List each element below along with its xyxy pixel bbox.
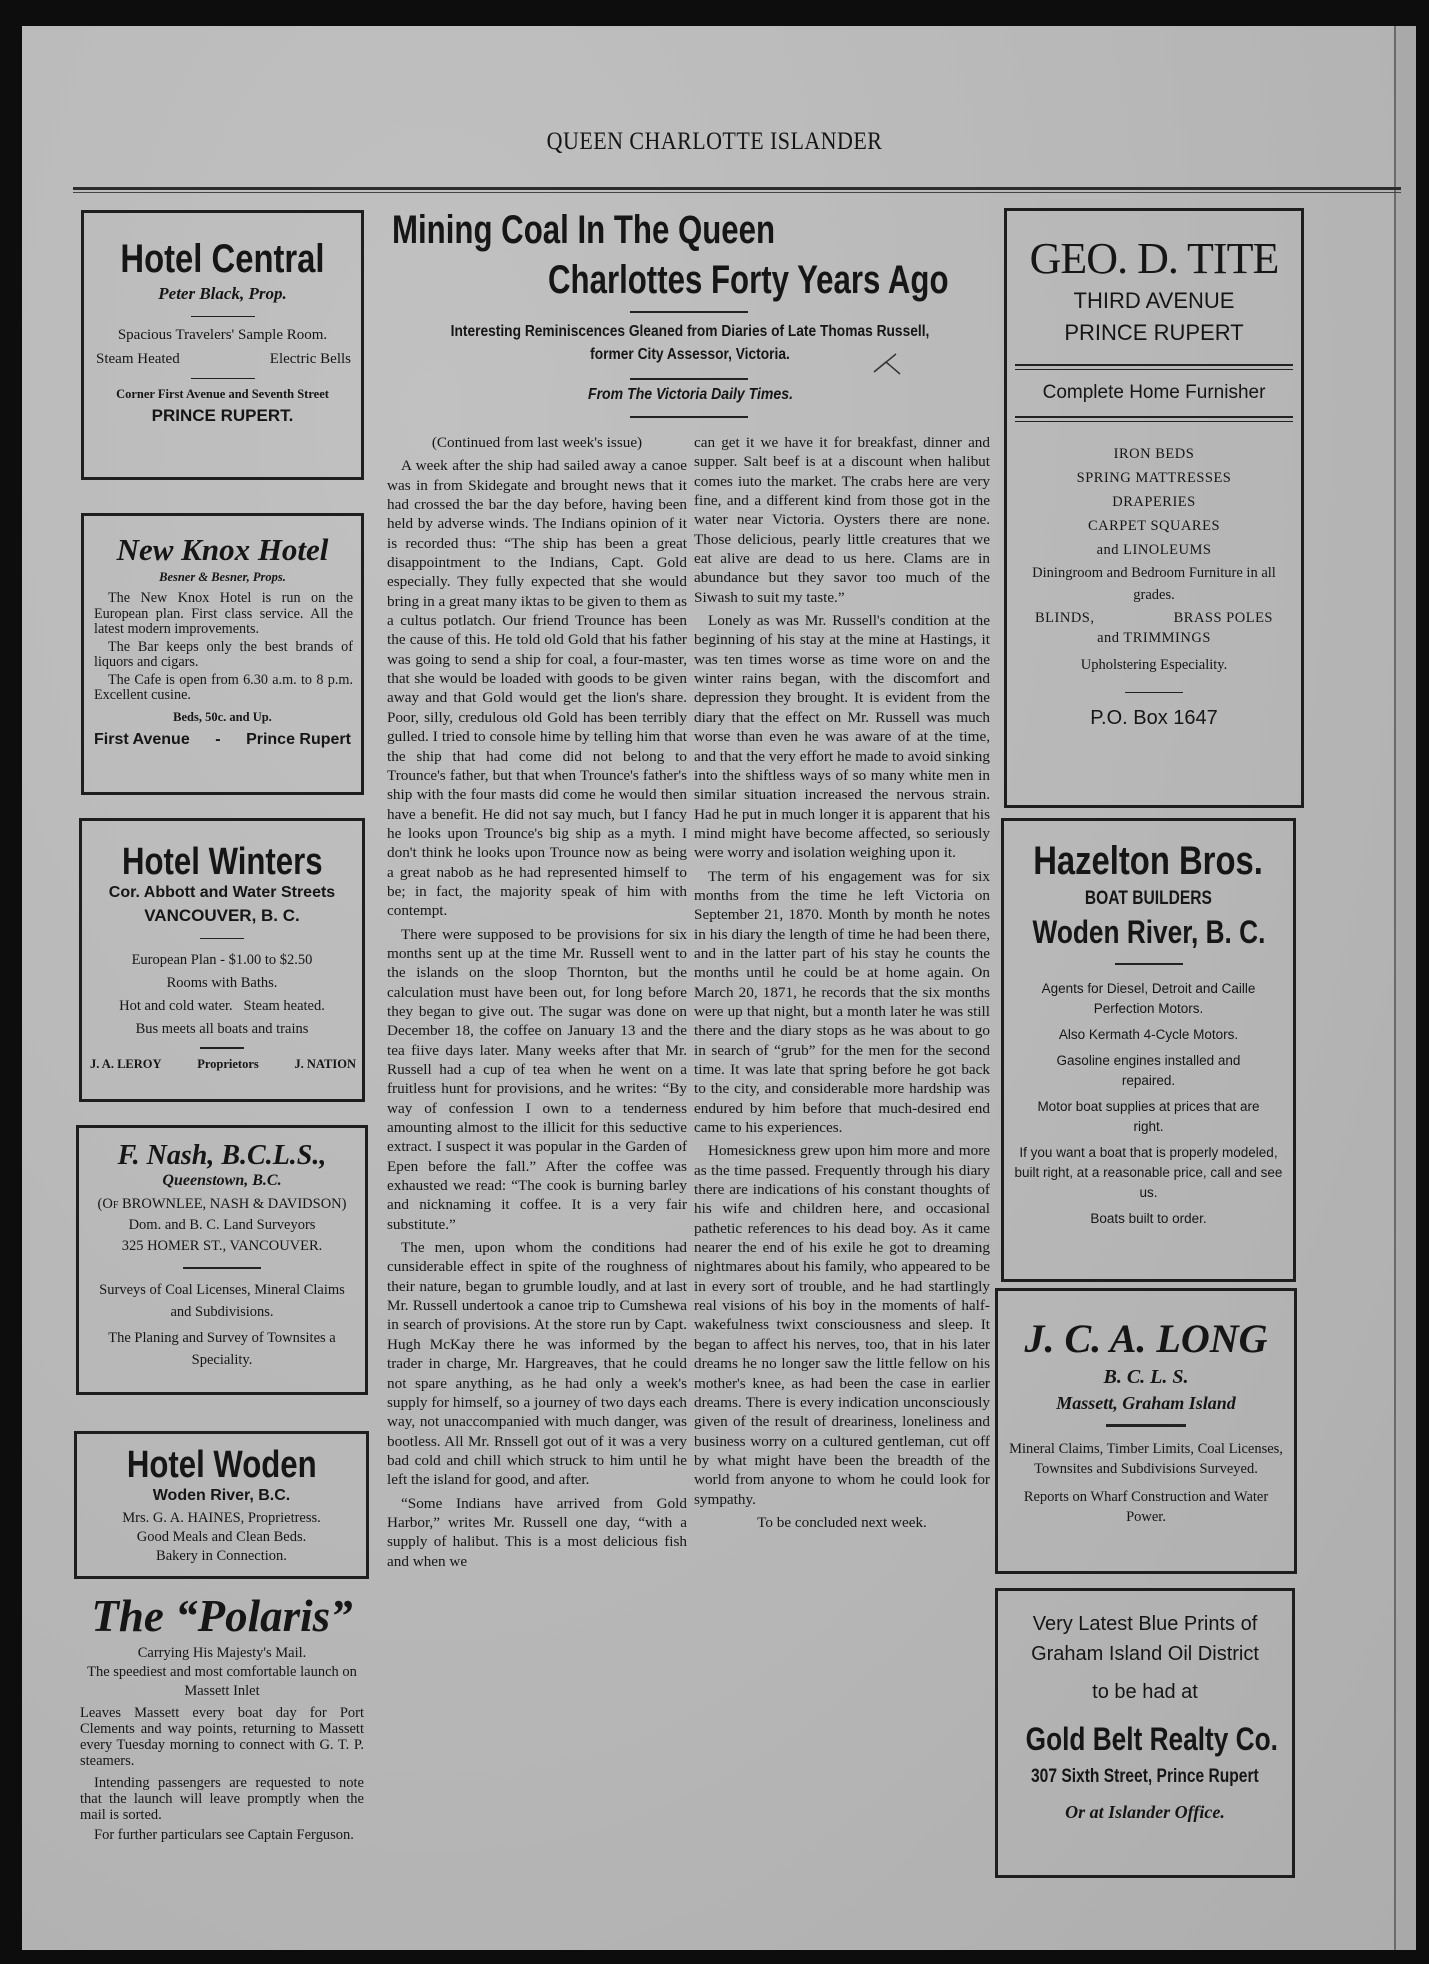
handwritten-x-mark <box>870 350 910 380</box>
ad-f-nash <box>76 1125 368 1395</box>
ad-line: Bus meets all boats and trains <box>135 1021 309 1037</box>
ad-address-sep: - <box>215 730 221 748</box>
ad-credentials: B. C. L. S. <box>1103 1366 1189 1388</box>
ad-proprietor: J. A. LEROY <box>90 1057 162 1071</box>
ad-feature: Steam Heated <box>96 351 180 367</box>
ad-title: New Knox Hotel <box>116 532 329 567</box>
divider <box>191 316 255 317</box>
ad-line: Diningroom and Bedroom Furniture in all grades. <box>1032 565 1276 603</box>
article-paragraph: There were supposed to be provisions for six months sent up at the time Mr. Russell went to the islands on the sloop Thornton, but the calculation must have been out, for long before they began to give out. The sugar was done on December 18, the coffee on January 13 and the tea fiive days later. Many weeks after that Mr. Russell had a cup of tea when he went on a fruitless hunt for provisions, and he writes: “By way of confession I own to a tenderness amounting almost to the illicit for this seductive extract. I suspect it was popular in the Garden of Epen before the fall.” After the coffee was exhausted we read: “The cook is burning barley and nicknaming it coffee. It is a very fair substitute.” <box>387 925 687 1233</box>
ad-location: Woden River, B.C. <box>152 1487 291 1504</box>
ad-city: PRINCE RUPERT <box>1064 320 1244 345</box>
ad-address: 325 HOMER ST., VANCOUVER. <box>121 1238 323 1254</box>
ad-item: CARPET SQUARES <box>1087 518 1221 534</box>
article-paragraph: Lonely as was Mr. Russell's condition at the beginning of his stay at the mine at Hastings, it was ten times worse as time wore on and the winter rains began, with the discomfort and depression they brought. It is evident from the diary that the effect on Mr. Russell was much worse than even he was aware of at the time, and that the very effort he made to avoid sinking into the shiftless ways of so many white men in similar situation increased the nervous strain. Had he put in much longer it is apparent that his mind might have become affected, so seriously were worry and isolation weighing upon it. <box>694 612 990 862</box>
article-headline-line1: Mining Coal In The Queen <box>392 208 776 252</box>
ad-line: Carrying His Majesty's Mail. <box>137 1645 307 1661</box>
article-paragraph: The term of his engagement was for six months from the time he left Victoria on September 21, 1870. Month by month he notes in his diary the length of time he had been there, and in the latter part of his stay he counts the months until he could be at home again. On March 20, 1871, he records that the six months were up that night, but a month later he was still there and the diary stops as he was about to go in search of “grub” for the men for the second time. It was late that spring before he got back to the city, and considerable more hardship was endured by him before that much-desired end came to his experiences. <box>694 867 990 1137</box>
ad-location: Queenstown, B.C. <box>162 1172 282 1189</box>
ad-item: and LINOLEUMS <box>1096 542 1212 558</box>
ad-jca-long <box>995 1288 1297 1574</box>
ad-item: SPRING MATTRESSES <box>1076 470 1232 486</box>
ad-paragraph: The Bar keeps only the best brands of liquors and cigars. <box>94 638 353 670</box>
ad-tagline: Complete Home Furnisher <box>1042 382 1266 403</box>
ad-paragraph: Intending passengers are requested to note that the launch will leave promptly when the mail is sorted. <box>80 1775 364 1823</box>
ad-line: Agents for Diesel, Detroit and Caille Perfection Motors. <box>1041 981 1256 1016</box>
ad-feature: Electric Bells <box>269 351 351 367</box>
ad-item: BLINDS, <box>1035 610 1095 626</box>
ad-title: Gold Belt Realty Co. <box>1025 1721 1278 1757</box>
divider <box>1115 963 1183 965</box>
ad-line: Hot and cold water. Steam heated. <box>119 998 325 1014</box>
ad-proprietor: Peter Black, Prop. <box>158 284 287 303</box>
divider <box>1106 1424 1186 1427</box>
article-subheadline: former City Assessor, Victoria. <box>590 346 790 363</box>
ad-line: Rooms with Baths. <box>166 975 278 991</box>
ad-item: DRAPERIES <box>1112 494 1196 510</box>
ad-line: Good Meals and Clean Beds. <box>136 1529 307 1545</box>
article-paragraph: (Continued from last week's issue) <box>431 434 643 451</box>
divider <box>200 1047 244 1049</box>
ad-address: Cor. Abbott and Water Streets <box>108 884 336 901</box>
ad-rates: Beds, 50c. and Up. <box>173 709 272 724</box>
ad-polaris <box>72 1592 372 1843</box>
ad-line: The Planing and Survey of Townsites a Speciality. <box>108 1330 336 1368</box>
ad-line: Reports on Wharf Construction and Water Power. <box>1023 1489 1269 1525</box>
masthead-rule <box>73 187 1401 190</box>
ad-line: European Plan - $1.00 to $2.50 <box>131 952 313 968</box>
ad-item: and TRIMMINGS <box>1097 630 1211 646</box>
ad-hazelton-bros <box>1001 818 1296 1282</box>
divider <box>1015 416 1293 422</box>
ad-item: IRON BEDS <box>1113 446 1195 462</box>
ad-line: Very Latest Blue Prints of <box>1032 1613 1258 1635</box>
ad-po-box: P.O. Box 1647 <box>1090 707 1218 729</box>
article-paragraph: A week after the ship had sailed away a canoe was in from Skidegate and brought news that it had crossed the bar the day before, having been held by adverse winds. The Indians opinion of it is recorded thus: “The ship has been a great disappointment to the Indians, Capt. Gold especially. They fully expected that she would bring in a great many iktas to be given to them as a cultus potlatch. Our friend Trounce has been the cause of this. He told old Gold that his father was going to send a ship for coal, a four-master, that she would be loaded with goods to be given away and that Gold would get the lion's share. Poor, silly, credulous old Gold has been terribly gulled. I tried to console hime by telling him that the ship that had come did not belong to Trounce's father, but that when Trounce's father's ship with the four masts did come he would then have a benefit. He did not say much, but I fancy he looks upon Trounce's big ship as a myth. I don't think he looks upon Trounce now as being a great nabob as he had represented himself to be; in fact, the majority speak of him with contempt. <box>387 457 687 920</box>
ad-title: Hazelton Bros. <box>1033 839 1264 883</box>
masthead-rule-thin <box>73 192 1401 193</box>
ad-line: Bakery in Connection. <box>156 1548 287 1564</box>
ad-line: Upholstering Especiality. <box>1080 657 1228 673</box>
ad-line: Motor boat supplies at prices that are right. <box>1037 1099 1260 1134</box>
ad-paragraph: Leaves Massett every boat day for Port Clements and way points, returning to Massett every Tuesday morning to connect with G. T. P. steamers. <box>80 1705 364 1769</box>
divider <box>630 378 748 380</box>
ad-proprietor-label: Proprietors <box>197 1057 259 1071</box>
divider <box>183 1267 261 1269</box>
article-paragraph: The men, upon whom the conditions had cunsiderable effect in spite of the roughness of their nature, began to grumble loudly, and at last Mr. Russell undertook a canoe trip to Cumshewa in search of provisions. At the store run by Capt. Hugh McKay there he was informed by the trader in charge, Mr. Hargreaves, that he could not spare anything, as he had only a week's supply for himself, so a journey of two days each way, not unaccompanied with much danger, was bootless. All Mr. Rnssell got out of it was a very bad cold and chill which struck to him until he left the island for good, and after. <box>387 1239 687 1489</box>
ad-city: VANCOUVER, B. C. <box>144 906 300 925</box>
ad-address: Prince Rupert <box>246 730 351 748</box>
ad-new-knox-hotel <box>81 513 364 795</box>
article-continuation-note: To be concluded next week. <box>757 1513 927 1531</box>
ad-line: If you want a boat that is properly modeled, built right, at a reasonable price, call and see us. <box>1014 1145 1283 1200</box>
ad-line: Gasoline engines installed and repaired. <box>1056 1053 1241 1088</box>
ad-line: The speediest and most comfortable launch on Massett Inlet <box>87 1664 357 1699</box>
divider <box>630 311 748 313</box>
article-subheadline: Interesting Reminiscences Gleaned from Diaries of Late Thomas Russell, <box>450 323 930 340</box>
ad-address: Corner First Avenue and Seventh Street <box>116 387 329 401</box>
ad-location: Massett, Graham Island <box>1056 1393 1236 1413</box>
ad-title: GEO. D. TITE <box>1029 234 1279 283</box>
ad-street: THIRD AVENUE <box>1073 288 1235 313</box>
ad-title: J. C. A. LONG <box>1024 1316 1268 1361</box>
ad-trade: BOAT BUILDERS <box>1085 888 1212 909</box>
ad-line: Surveys of Coal Licenses, Mineral Claims and Subdivisions. <box>99 1282 345 1320</box>
ad-paragraph: The Cafe is open from 6.30 a.m. to 8 p.m. Excellent cusine. <box>94 671 353 703</box>
masthead-title: QUEEN CHARLOTTE ISLANDER <box>546 128 883 155</box>
article-column-1 <box>387 433 687 1575</box>
ad-line: to be had at <box>1092 1681 1198 1703</box>
divider <box>200 938 244 939</box>
ad-paragraph: The New Knox Hotel is run on the European plan. First class service. All the latest modern improvements. <box>94 590 353 637</box>
ad-gold-belt-realty <box>995 1588 1295 1878</box>
ad-firm: (Of BROWNLEE, NASH & DAVIDSON) <box>97 1196 347 1212</box>
ad-line: Graham Island Oil District <box>1031 1643 1259 1665</box>
ad-hotel-winters <box>79 818 365 1102</box>
article-headline-line2: Charlottes Forty Years Ago <box>548 258 949 302</box>
divider <box>1125 692 1183 693</box>
ad-line: Boats built to order. <box>1090 1211 1207 1226</box>
article-column-2 <box>694 433 990 1536</box>
ad-title: Hotel Woden <box>126 1444 317 1486</box>
article-paragraph: “Some Indians have arrived from Gold Harbor,” writes Mr. Russell one day, “with a supply of halibut. This is a most delicious fish and when we <box>387 1494 687 1570</box>
ad-title: Hotel Central <box>120 237 325 281</box>
divider <box>1015 364 1293 370</box>
page-edge <box>1394 26 1416 1950</box>
ad-title: F. Nash, B.C.L.S., <box>117 1140 327 1171</box>
ad-address: 307 Sixth Street, Prince Rupert <box>1031 1766 1259 1787</box>
ad-line: Also Kermath 4-Cycle Motors. <box>1058 1027 1239 1042</box>
article-paragraph: can get it we have it for breakfast, dinner and supper. Salt beef is at a discount when halibut comes iuto the market. The crabs here are very fine, and a different kind from those got in the water near Victoria. Oysters there are none. Those delicious, pearly little creatures that we eat alive are dead to us here. Clams are in abundance but they savor too much of the Siwash to suit my taste.” <box>694 434 990 606</box>
ad-item: BRASS POLES <box>1173 610 1273 626</box>
ad-geo-tite <box>1004 208 1304 808</box>
divider <box>630 416 748 418</box>
ad-location: Woden River, B. C. <box>1032 914 1265 950</box>
ad-line: Mineral Claims, Timber Limits, Coal Licenses, Townsites and Subdivisions Surveyed. <box>1009 1441 1283 1477</box>
ad-title: The “Polaris” <box>91 1591 353 1641</box>
ad-address: First Avenue <box>94 730 190 748</box>
ad-hotel-central <box>81 210 364 480</box>
ad-title: Hotel Winters <box>121 841 323 883</box>
ad-paragraph: For further particulars see Captain Ferguson. <box>94 1827 354 1843</box>
ad-city: PRINCE RUPERT. <box>151 406 294 425</box>
article-source: From The Victoria Daily Times. <box>587 386 793 403</box>
ad-line: Mrs. G. A. HAINES, Proprietress. <box>122 1510 321 1526</box>
ad-title-line: Dom. and B. C. Land Surveyors <box>128 1217 316 1233</box>
article-paragraph: Homesickness grew upon him more and more as the time passed. Frequently through his diary there are indications of his constant thoughts of his wife and children here, and occasional pathetic references to his dead boy. As it came nearer the end of his exile he got to dreaming nightmares about his family, who appeared to be in every sort of trouble, and he had startlingly real visions of his boy in the moments of half-wakefulness twixt consciousness and sleep. It began to affect his nerves, too, that in his later dreams he no longer saw the little fellow on his mother's knee, as had been the case in earlier dreams. There is every indication unconsciously given of the result of dreariness, loneliness and business worry on a cultured gentleman, cut off by what might have been the breadth of the world from anyone to whom he could look for sympathy. <box>694 1142 990 1508</box>
ad-proprietors: Besner & Besner, Props. <box>159 570 286 584</box>
ad-proprietor: J. NATION <box>294 1057 356 1071</box>
ad-line: Spacious Travelers' Sample Room. <box>117 327 328 343</box>
ad-hotel-woden <box>74 1431 369 1579</box>
divider <box>191 378 255 379</box>
ad-alt-location: Or at Islander Office. <box>1065 1802 1225 1822</box>
